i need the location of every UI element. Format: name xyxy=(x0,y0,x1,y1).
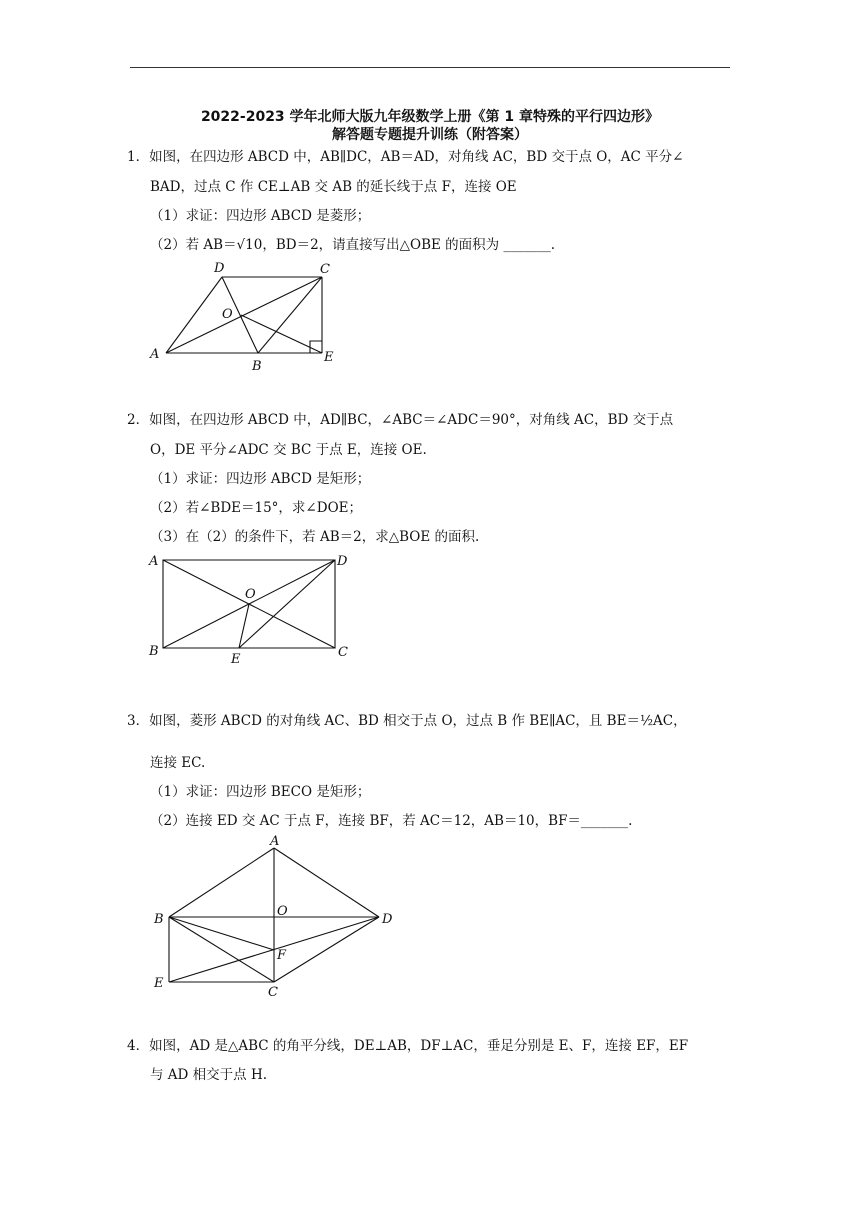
problem-3-line-1: 3．如图，菱形 ABCD 的对角线 AC、BD 相交于点 O，过点 B 作 BE∥AC，且 BE＝½AC， xyxy=(127,713,687,729)
label-D: D xyxy=(337,554,348,569)
problem-4-line-1: 4．如图，AD 是△ABC 的角平分线，DE⊥AB，DF⊥AC，垂足分别是 E、F，连接 EF，EF xyxy=(127,1038,689,1054)
document-subtitle: 解答题专题提升训练（附答案） xyxy=(332,127,528,143)
problem-2-line-2: O，DE 平分∠ADC 交 BC 于点 E，连接 OE. xyxy=(150,442,427,458)
label-D: D xyxy=(214,261,225,276)
problem-2-figure xyxy=(140,548,360,670)
problem-2-part-3: （3）在（2）的条件下，若 AB＝2，求△BOE 的面积. xyxy=(150,529,480,545)
label-F: F xyxy=(277,948,287,963)
label-E: E xyxy=(154,976,164,991)
problem-3-figure xyxy=(145,835,410,1005)
problem-2-part-1: （1）求证：四边形 ABCD 是矩形； xyxy=(150,471,371,487)
label-B: B xyxy=(149,644,159,659)
problem-1-part-1: （1）求证：四边形 ABCD 是菱形； xyxy=(150,208,371,224)
problem-1-figure xyxy=(140,255,350,375)
label-C: C xyxy=(268,985,278,1000)
problem-1-line-1: 1．如图，在四边形 ABCD 中，AB∥DC，AB＝AD，对角线 AC，BD 交于点 O，AC 平分∠ xyxy=(127,149,684,165)
label-E: E xyxy=(231,652,241,667)
problem-3-line-2: 连接 EC. xyxy=(150,755,206,771)
label-C: C xyxy=(320,262,330,277)
label-E: E xyxy=(324,350,334,365)
problem-3-part-2: （2）连接 ED 交 AC 于点 F，连接 BF，若 AC＝12，AB＝10，BF＝_______. xyxy=(150,813,633,829)
problem-2-line-1: 2．如图，在四边形 ABCD 中，AD∥BC，∠ABC＝∠ADC＝90°，对角线 AC，BD 交于点 xyxy=(127,412,674,428)
label-B: B xyxy=(154,912,164,927)
problem-2-part-2: （2）若∠BDE＝15°，求∠DOE； xyxy=(150,500,362,516)
label-C: C xyxy=(338,645,348,660)
label-O: O xyxy=(245,587,256,602)
label-A: A xyxy=(150,347,160,362)
label-D: D xyxy=(382,912,393,927)
label-O: O xyxy=(277,904,288,919)
problem-3-part-1: （1）求证：四边形 BECO 是矩形； xyxy=(150,784,371,800)
document-title: 2022-2023 学年北师大版九年级数学上册《第 1 章特殊的平行四边形》 xyxy=(200,109,660,125)
header-rule xyxy=(130,67,730,68)
label-O: O xyxy=(222,307,233,322)
problem-4-line-2: 与 AD 相交于点 H. xyxy=(150,1067,268,1083)
label-A: A xyxy=(270,835,280,849)
label-A: A xyxy=(149,554,159,569)
label-B: B xyxy=(252,359,262,374)
problem-1-line-2: BAD，过点 C 作 CE⊥AB 交 AB 的延长线于点 F，连接 OE xyxy=(150,179,517,195)
problem-1-part-2: （2）若 AB＝√10，BD＝2，请直接写出△OBE 的面积为 _______. xyxy=(150,237,556,253)
